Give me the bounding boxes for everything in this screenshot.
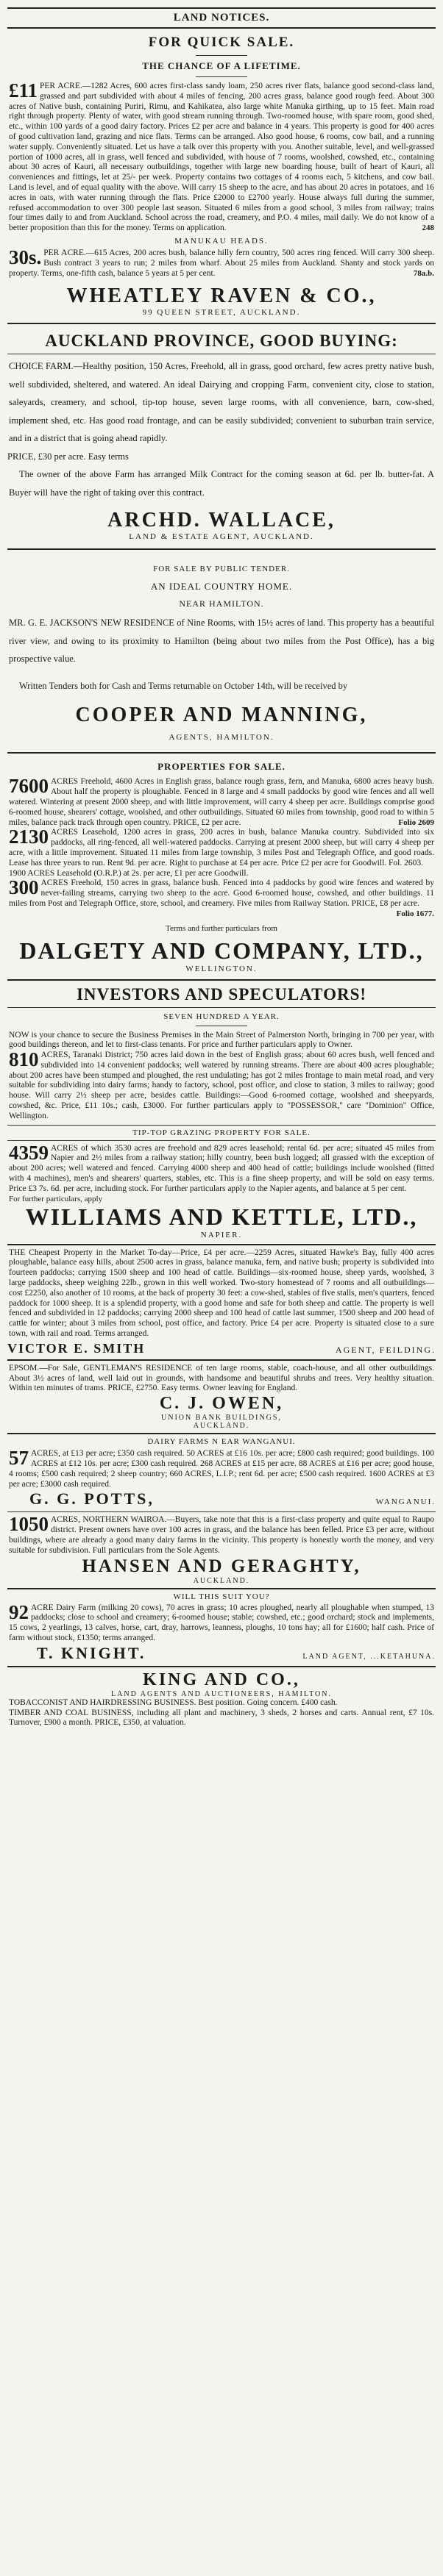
rule [7,1140,436,1141]
lot-number: 92 [9,1600,29,1623]
terms-line: Terms and further particulars from [166,923,277,933]
agent-name: HANSEN AND GERAGHTY, [82,1556,361,1576]
ad-subtitle: THE CHANCE OF A LIFETIME. [142,60,301,71]
ad-subtitle: AN IDEAL COUNTRY HOME. [150,581,293,593]
rule [7,1359,436,1361]
agent-line [7,1489,436,1509]
ad-title: INVESTORS AND SPECULATORS! [76,984,367,1003]
for-further: For further particulars, apply [9,1194,103,1203]
agent-name: T. KNIGHT. [37,1643,146,1662]
lot-number: 4359 [9,1141,49,1164]
lot [7,1048,436,1122]
lot-ref: 248 [422,223,434,233]
ad-text: EPSOM.—For Sale, GENTLEMAN'S RESIDENCE of ten large rooms, stable, coach-house, and all other outbuildings. About 3½ acres of land, well laid out in grounds, with handsome and beautiful shrubs and trees. Very healthy situation. Within ten minutes of trams. PRICE, £2750. Easy terms. Owner leaving for England. [9,1363,434,1393]
folio: Folio 1677. [396,909,434,918]
lot-number: 57 [9,1447,29,1470]
ad-text: 1900 ACRES Leasehold (O.R.P.) at 2s. per acre, £1 per acre Goodwill. [9,868,249,878]
ad-text: The owner of the above Farm has arranged Milk Contract for the coming season at 6d. per lb. butter-fat. A Buyer will have the right of taking over this contract. [9,469,434,498]
agent-sub: NAPIER. [200,1230,243,1239]
ad-title: FOR QUICK SALE. [148,35,295,50]
agent-name: C. J. OWEN, [159,1394,284,1414]
agent-line [7,1341,436,1356]
ad-text: CHOICE FARM.—Healthy position, 150 Acres, Freehold, all in grass, good orchard, few acres pretty native bush, well subdivided, sheltered, and watered. An ideal Dairying and cropping Farm, convenient city, close to station, saleyards, creamery, and school, tip-top house, seven large rooms, with all convenience, barn, cow-shed, implement shed, etc. Has good road frontage, and can be easily subdivided; convenient to suburban train service, and in a district that is going ahead rapidly. [9,361,434,444]
lot-number: 810 [9,1048,39,1071]
ad-title: FOR SALE BY PUBLIC TENDER. [153,565,290,574]
lead-price: 30s. [9,246,42,268]
newspaper-column [7,0,436,1728]
agent-sub: AGENT, FEILDING. [335,1344,436,1355]
ad-body [7,79,436,234]
lot [7,828,436,879]
agent-sub: AGENTS, HAMILTON. [169,733,274,743]
agent-name: G. G. POTTS, [29,1489,155,1509]
agent-sub: UNION BANK BUILDINGS, [161,1414,282,1423]
agent-name: ARCHD. WALLACE, [107,509,336,532]
rule [7,548,436,550]
rule [7,1511,436,1512]
ad-title: AUCKLAND PROVINCE, GOOD BUYING: [45,332,398,351]
rule [196,55,247,56]
folio: Folio 2609 [398,817,434,827]
ad-text: PER ACRE.—1282 Acres, 600 acres first-class sandy loam, 250 acres river flats, balance good second-class land, grassed and part subdivided with about 4 miles of fencing, 200 acres grass, balance good rough feed. About 300 acres of Native bush, containing Puriri, Rimu, and Kahikatea, also large white Manuka girthing, up to 15 feet. Main road right through property. Plenty of water, with good stream running through. Two-roomed house, with spare room, good shed, etc., within 100 yards of a good dairy factory. Prices £2 per acre and balance in 4 years. This property is good for 400 acres of good cultivation land, grazing and nice flats. Terms can be arranged. Also good house, 6 rooms, cow bail, and a running water supply. Conveniently situated. Let us have a talk over this property with you. Another suitable, level, and well-grassed portion of 1000 acres, all in grass, well fenced and subdivided, with house of 7 rooms, woolshed, cowshed, etc., containing about 30 acres of Kauri, all necessary outbuildings, together with large new boarding house, built of heart of Kauri, all conveniences and fittings, let at 25/- per week. Property contains two cottages of 4 rooms each, 5 kitchens, and cow bail. Land is level, and of equal quality with the above. Will carry 15 sheep to the acre, and has about 20 acres in potatoes, and 16 acres in oats, with water running through the flats. Price £2000 to £2700 yearly. House always full during the summer, refused accommodation to over 300 people last season. Situated 6 miles from a good school, 3 miles from railway; trains four times daily to and from Auckland. School across the road, creamery, and P.O. 4 miles, mail daily. We do not know of a better proposition than this for the money. Terms on application. [9,82,434,233]
agent-sub: LAND AGENT, ...KETAHUNA. [302,1652,436,1661]
agent-line [7,1644,436,1663]
agent-name: KING AND CO., [143,1670,300,1689]
lot [7,1515,436,1556]
lot [7,777,436,828]
agent-sub: LAND AGENTS AND AUCTIONEERS, HAMILTON. [111,1689,332,1698]
lot [7,1141,436,1195]
agent-name: WILLIAMS AND KETTLE, LTD., [25,1203,418,1230]
section-header: LAND NOTICES. [173,12,270,24]
ad-title: PROPERTIES FOR SALE. [157,761,286,773]
rule [7,323,436,324]
ad-text: THE Cheapest Property in the Market To-day—Price, £4 per acre.—2259 Acres, situated Hawke's Bay, fully 400 acres ploughable, balance easy hills, about 2500 acres in grass, balance manuka, fern, and native bush; property is subdivided into fourteen paddocks; carrying 1500 sheep and 100 head of cattle. Buildings—six-roomed house, sheep yards, woolshed, 3 large paddocks, sheep weighing 22lb., grown in this well worked. Two-story homestead of 7 rooms and all outbuildings—cost £2250, also another of 10 rooms, at the back of property 30 feet: a cow-shed, stables of five stalls, men's quarters, fenced paddock for 1000 sheep. It is a splendid property, with a good home and safe for both sheep and cattle. The property is well fenced and subdivided in 12 paddocks; carrying 2000 sheep and 100 head of cattle last summer, 1500 sheep and 200 head of cattle for winter; about 3 miles from school, post office, and factory. Price £4 per acre. Property is situated close to a sure town, with rail and road. Terms arranged. [9,1248,434,1339]
ad-subtitle: NEAR HAMILTON. [179,598,264,609]
agent-sub: WELLINGTON. [185,964,258,973]
ad-text: MR. G. E. JACKSON'S NEW RESIDENCE of Nine Rooms, with 15½ acres of land. This property has a beautiful river view, and owing to its proximity to Hamilton (being about two miles from the Post Office), has a big prospective value. [9,618,434,665]
subheading: SEVEN HUNDRED A YEAR. [163,1012,280,1021]
lot-number: 7600 [9,775,49,798]
ad-text: TIMBER AND COAL BUSINESS, including all plant and machinery, 3 sheds, 2 horses and carts. Annual rent, £7 10s. Turnover, £900 a month. PRICE, £350, at valuation. [9,1708,434,1728]
ad-text: ACRES, at £13 per acre; £350 cash required. 50 ACRES at £16 10s. per acre; £800 cash required; good buildings. 100 ACRES at £12 10s. per acre; £300 cash required. 268 ACRES at £15 per acre. 88 ACRES at £16 per acre; good house, 4 rooms; £500 cash required; 2 sheep country; 660 ACRES, L.I.P.; rent 6d. per acre; £500 cash required. 1600 ACRES at £3 per acre; £3000 cash required. [9,1449,434,1489]
ad-text: Written Tenders both for Cash and Terms returnable on October 14th, will be received by [19,680,348,691]
rule [7,7,436,9]
rule [7,27,436,29]
rule [7,752,436,754]
lead-price: £11 [9,79,38,101]
subheading: TIP-TOP GRAZING PROPERTY FOR SALE. [132,1128,311,1137]
rule [7,1666,436,1667]
agent-address: 99 QUEEN STREET, AUCKLAND. [142,308,301,318]
agent-sub: AUCKLAND. [193,1422,250,1431]
agent-name: DALGETY AND COMPANY, LTD., [19,937,424,964]
rule [7,1244,436,1245]
agent-sub: AUCKLAND. [193,1576,250,1585]
rule [7,1007,436,1008]
ad-text: ACRES, NORTHERN WAIROA.—Buyers, take note that this is a first-class property and quite equal to Raupo district. Present owners have over 100 acres in grass, and the balance has been felled. Price £3 per acre, without buildings, where are already a good many dairy farms in the vicinity. This property is honestly worth the money, and very suitable for subdivision. Full particulars from the Sole Agents. [9,1515,434,1555]
ad-text: PER ACRE.—615 Acres, 200 acres bush, balance hilly fern country, 500 acres ring fenced. Will carry 300 sheep. Bush contract 3 years to run; 2 miles from wharf. About 25 miles from Auckland. Shanty and stock yards on property. Terms, one-fifth cash, balance 5 years at 5 per cent. [9,248,434,278]
ad-title: WILL THIS SUIT YOU? [173,1592,270,1601]
subheading: MANUKAU HEADS. [174,236,269,246]
agent-name: WHEATLEY RAVEN & CO., [66,285,377,308]
rule [7,1588,436,1589]
lot-number: 2130 [9,826,49,848]
rule [7,1125,436,1126]
ad-text: ACRES Freehold, 150 acres in grass, balance bush. Fenced into 4 paddocks by good wire fences and watered by never-failing streams, carrying two sheep to the acre. Good 6-roomed house, cowshed, and other buildings. 11 miles from Post and Telegraph Office, store, school, and creamery. Five miles from Railway Station. PRICE, £8 per acre. [9,879,434,908]
ad-body [7,248,436,279]
rule [7,979,436,981]
rule [7,1433,436,1434]
ad-text: ACRES, Taranaki District; 750 acres laid down in the best of English grass; about 60 acres bush, well fenced and subdivided into 14 convenient paddocks; well watered by running streams. There are about 400 acres ploughable; about 200 acres have been stumped and ploughed, the rest undulating; has got 2 miles frontage to main metal road, and very suitable for subdividing into dairy farms; handy to factory, school, post office, and close to station, 3 miles to railway; good house. Will carry 2½ sheep per acre, besides cattle. Buildings:—Good 6-roomed cottage, woolshed and sheepyards, cowshed, &c. Price, £11 10s.; cash, £3000. For further particulars apply to "POSSESSOR," care "Dominion" Office, Wellington. [9,1051,434,1120]
ad-text: ACRES of which 3530 acres are freehold and 829 acres leasehold; rental 6d. per acre; situated 45 miles from Napier and 2½ miles from a railway station; hilly country, been bush logged; all grassed with the exception of about 200 acres; well watered and fenced. Carrying 4000 sheep and 400 head of cattle; buildings include woolshed (fitted with 4 machines), men's and shearers' quarters, stables, etc. This is a fine sheep property, and will be sold on easy terms. Price £3 7s. 6d. per acre, including stock. For further particulars apply to the Napier agents, and balance at 5 per cent. [9,1143,434,1193]
agent-name: VICTOR E. SMITH [7,1340,146,1356]
ad-text: ACRES Freehold, 4600 Acres in English grass, balance rough grass, fern, and Manuka, 6800 acres heavy bush. About half the property is ploughable. Fenced in 8 large and 4 small paddocks by good wire fences and all well watered. Wintering at present 2000 sheep, and with little improvement, will carry 4 sheep per acre. Buildings comprise good 6-roomed house, shearers' cottage, woolshed, and other outbuildings. Situated 60 miles from township, good road to within 5 miles, balance pack track through open country. PRICE, £2 per acre. [9,777,434,827]
lot [7,1449,436,1489]
agent-sub: LAND & ESTATE AGENT, AUCKLAND. [129,532,314,542]
agent-sub: WANGANUI. [375,1498,436,1507]
price-line: PRICE, £30 per acre. Easy terms [7,451,129,462]
rule [196,76,247,77]
lot [7,876,436,918]
lot-number: 300 [9,876,39,899]
ad-text: TOBACCONIST AND HAIRDRESSING BUSINESS. Best position. Going concern. £400 cash. [9,1697,338,1707]
ad-text: ACRES Leasehold, 1200 acres in grass, 200 acres in bush, balance Manuka country. Subdivided into six paddocks, all ring-fenced, all well-watered paddocks. Carrying at present 2000 sheep, but will carry 4 sheep per acre, with a little improvement. Situated 11 miles from large township, 3 miles Post and Telegraph Office, and good roads. Lease has three years to run. Rent 9d. per acre. Right to purchase at £4 per acre. Price £2 per acre for Goodwill. Fol. 2603. [9,828,434,867]
lot-number: 1050 [9,1513,49,1536]
ad-text: ACRE Dairy Farm (milking 20 cows), 70 acres in grass; 10 acres ploughed, nearly all ploughable when stumped, 13 paddocks; close to school and creamery; 6-roomed house; stable; cowshed, etc.; good orchard; stock and implements, 15 cows, 2 yearlings, 13 calves, horse, cart, dray, harrows, leanness, ploughs, 10 tons hay; all for £1600; half cash. Price of farm without stock, £1350; terms arranged. [9,1603,434,1642]
agent-name: COOPER AND MANNING, [75,704,368,727]
ad-title: DAIRY FARMS N EAR WANGANUI. [147,1437,296,1447]
lot-ref: 78a.b. [413,268,434,278]
ad-text: NOW is your chance to secure the Business Premises in the Main Street of Palmerston North, bringing in 700 per year, with good buildings thereon, and let to first-class tenants. For price and further particulars apply to Owner. [9,1030,434,1050]
lot [7,1600,436,1644]
